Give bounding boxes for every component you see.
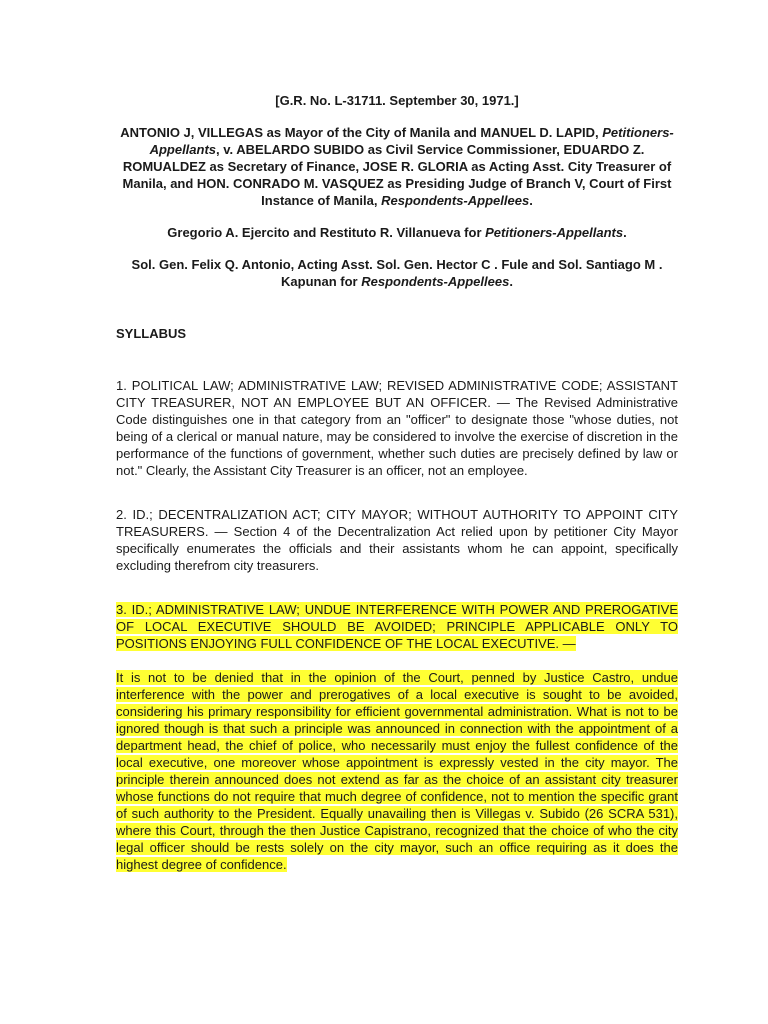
petitioners-role: Petitioners-Appellants bbox=[149, 125, 674, 157]
syllabus-paragraph-3-heading bbox=[116, 601, 678, 652]
case-parties bbox=[116, 124, 678, 209]
counsel-respondents-end: . bbox=[509, 274, 513, 289]
parties-end: . bbox=[529, 193, 533, 208]
case-docket bbox=[116, 92, 678, 109]
syllabus-paragraph-2: 2. ID.; DECENTRALIZATION ACT; CITY MAYOR; WITHOUT AUTHORITY TO APPOINT CITY TREASURERS. — Section 4 of the Decentralization Act relied upon by petitioner City Mayor specifically enumerates the officials and their assistants whom he can appoint, specifically excluding therefrom city treasurers. bbox=[116, 507, 678, 573]
highlighted-text: 3. ID.; ADMINISTRATIVE LAW; UNDUE INTERFERENCE WITH POWER AND PREROGATIVE OF LOCAL EXECUTIVE SHOULD BE AVOIDED; PRINCIPLE APPLICABLE ONLY TO POSITIONS ENJOYING FULL CONFIDENCE OF THE LOCAL EXECUTIVE. — bbox=[116, 602, 678, 651]
syllabus-heading: SYLLABUS bbox=[116, 326, 187, 341]
counsel-petitioners bbox=[116, 224, 678, 241]
counsel-petitioners-role: Petitioners-Appellants bbox=[485, 225, 624, 240]
counsel-respondents bbox=[116, 256, 678, 290]
respondents-role: Respondents-Appellees bbox=[381, 193, 530, 208]
syllabus-paragraph-1: 1. POLITICAL LAW; ADMINISTRATIVE LAW; REVISED ADMINISTRATIVE CODE; ASSISTANT CITY TREASURER, NOT AN EMPLOYEE BUT AN OFFICER. — The Revised Administrative Code distinguishes one in that category from an "officer" to designate those "whose duties, not being of a clerical or manual nature, may be considered to involve the exercise of discretion in the performance of the functions of government, whether such duties are precisely defined by law or not." Clearly, the Assistant City Treasurer is an officer, not an employee. bbox=[116, 378, 678, 478]
counsel-respondents-names: Sol. Gen. Felix Q. Antonio, Acting Asst. Sol. Gen. Hector C . Fule and Sol. Santiago M . Kapunan for bbox=[131, 257, 663, 289]
highlighted-text: It is not to be denied that in the opinion of the Court, penned by Justice Castro, undue interference with the power and prerogatives of a local executive is sought to be avoided, considering his primary responsibility for efficient governmental administration. What is not to be ignored though is that such a principle was announced in connection with the appointment of a department head, the chief of police, who necessarily must enjoy the fullest confidence of the local executive, one moreover whose appointment is expressly vested in the city mayor. The principle therein announced does not extend as far as the choice of an assistant city treasurer whose functions do not require that much degree of confidence, not to mention the specific grant of such authority to the President. Equally unavailing then is Villegas v. Subido (26 SCRA 531), where this Court, through the then Justice Capistrano, recognized that the choice of who the city legal officer should be rests solely on the city mayor, such an office requiring as it does the highest degree of confidence. bbox=[116, 670, 678, 872]
parties-text-2: , v. ABELARDO SUBIDO as Civil Service Commissioner, EDUARDO Z. ROMUALDEZ as Secretary of Finance, JOSE R. GLORIA as Acting Asst. City Treasurer of Manila, and HON. CONRADO M. VASQUEZ as Presiding Judge of Branch V, Court of First Instance of Manila, bbox=[122, 142, 672, 208]
syllabus-paragraph-3-body bbox=[116, 669, 678, 873]
counsel-petitioners-names: Gregorio A. Ejercito and Restituto R. Villanueva for bbox=[167, 225, 486, 240]
counsel-petitioners-end: . bbox=[623, 225, 627, 240]
docket-text: [G.R. No. L-31711. September 30, 1971.] bbox=[275, 93, 519, 108]
document-page bbox=[116, 92, 678, 873]
parties-text-1: ANTONIO J, VILLEGAS as Mayor of the City of Manila and MANUEL D. LAPID, bbox=[120, 125, 603, 140]
counsel-respondents-role: Respondents-Appellees bbox=[361, 274, 510, 289]
